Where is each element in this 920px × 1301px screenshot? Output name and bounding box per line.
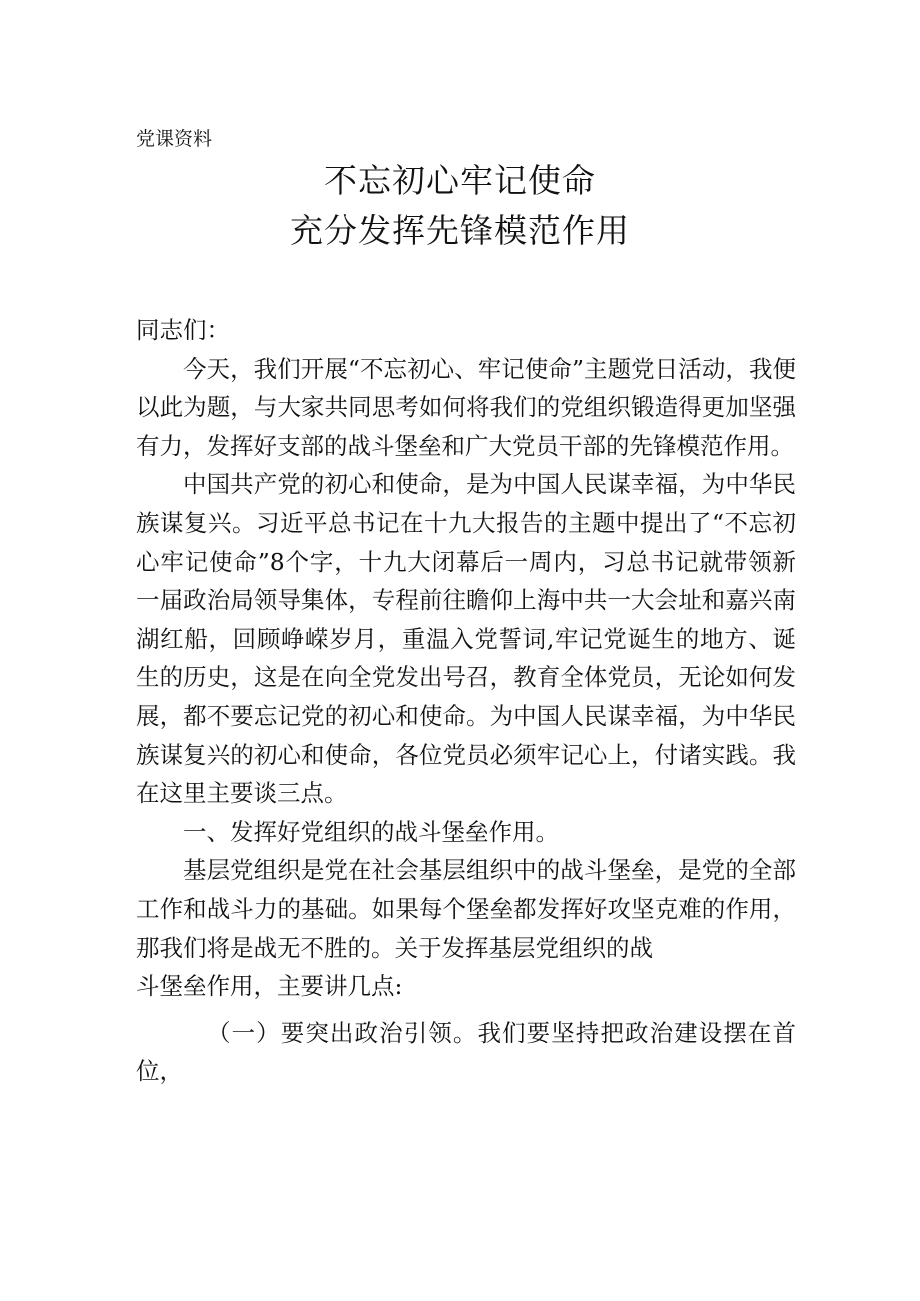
paragraph-grassroots-continued: 斗堡垒作用，主要讲几点: (136, 972, 403, 1001)
document-title-line-2: 充分发挥先锋模范作用 (290, 211, 630, 250)
section-heading-1: 一、发挥好党组织的战斗堡垒作用。 (183, 817, 559, 846)
paragraph-grassroots: 基层党组织是党在社会基层组织中的战斗堡垒，是党的全部工作和战斗力的基础。如果每个堡垒都发挥好攻坚克难的作用，那我们将是战无不胜的。关于发挥基层党组织的战 (136, 856, 796, 962)
document-title-line-1: 不忘初心牢记使命 (324, 161, 596, 200)
paragraph-intro: 今天，我们开展“不忘初心、牢记使命”主题党日活动，我便以此为题，与大家共同思考如何将我们的党组织锻造得更加坚强有力，发挥好支部的战斗堡垒和广大党员干部的先锋模范作用。 (136, 354, 796, 460)
paragraph-mission: 中国共产党的初心和使命，是为中国人民谋幸福，为中华民族谋复兴。习近平总书记在十九大报告的主题中提出了“不忘初心牢记使命”8个字，十九大闭幕后一周内，习总书记就带领新一届政治局领导集体，专程前往瞻仰上海中共一大会址和嘉兴南湖红船，回顾峥嵘岁月，重温入党誓词,牢记党诞生的地方、诞生的历史，这是在向全党发出号召，教育全体党员，无论如何发展，都不要忘记党的初心和使命。为中国人民谋幸福，为中华民族谋复兴的初心和使命，各位党员必须牢记心上，付诸实践。我在这里主要谈三点。 (136, 470, 796, 808)
document-category-label: 党课资料 (136, 128, 213, 150)
subsection-political-leadership: （一）要突出政治引领。我们要坚持把政治建设摆在首位， (136, 1018, 796, 1086)
document-body (136, 311, 796, 1091)
salutation: 同志们： (136, 316, 230, 344)
